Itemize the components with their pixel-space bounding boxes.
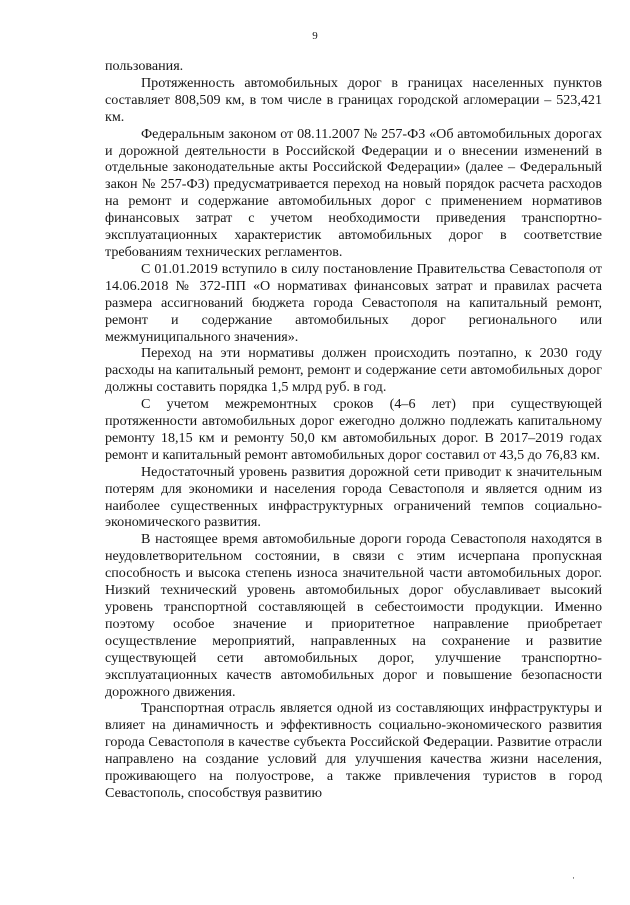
paragraph-transport-industry: Транспортная отрасль является одной из составляющих инфраструктуры и влияет на динамичность и эффективность социально-экономического развития города Севастополя в качестве субъекта Российской Федерации. Развитие отрасли направлено на создание условий для улучшения качества жизни населения, проживающего на полуострове, а также привлечения туристов в город Севастополь, способствуя развитию xyxy=(105,700,602,801)
paragraph-road-length: Протяженность автомобильных дорог в границах населенных пунктов составляет 808,509 км, в том числе в границах городской агломерации – 523,421 км. xyxy=(105,74,602,125)
paragraph-continuation: пользования. xyxy=(105,58,184,74)
scan-speck: · xyxy=(572,873,575,883)
paragraph-government-decree: С 01.01.2019 вступило в силу постановление Правительства Севастополя от 14.06.2018 № 372-ПП «О нормативах финансовых затрат и правилах расчета размера ассигнований бюджета города Севастополя на капитальный ремонт, ремонт и содержание автомобильных дорог регионального или межмуниципального значения». xyxy=(105,260,602,345)
paragraph-current-condition: В настоящее время автомобильные дороги города Севастополя находятся в неудовлетворительном состоянии, в связи с этим исчерпана пропускная способность и высока степень износа значительной части автомобильных дорог. Низкий технический уровень автомобильных дорог обуславливает высокий уровень транспортной составляющей в себестоимости продукции. Именно поэтому особое значение и приоритетное направление приобретает осуществление мероприятий, направленных на сохранение и развитие существующей сети автомобильных дорог, улучшение транспортно-эксплуатационных качеств автомобильных дорог и повышение безопасности дорожного движения. xyxy=(105,531,602,700)
page-number: 9 xyxy=(312,30,318,42)
paragraph-insufficient-network: Недостаточный уровень развития дорожной сети приводит к значительным потерям для экономики и населения города Севастополя и является одним из наиболее существенных инфраструктурных ограничений темпов социально-экономического развития. xyxy=(105,463,602,531)
paragraph-normatives-transition: Переход на эти нормативы должен происходить поэтапно, к 2030 году расходы на капитальный ремонт, ремонт и содержание сети автомобильных дорог должны составить порядка 1,5 млрд руб. в год. xyxy=(105,345,602,396)
paragraph-federal-law: Федеральным законом от 08.11.2007 № 257-ФЗ «Об автомобильных дорогах и дорожной деятельности в Российской Федерации и о внесении изменений в отдельные законодательные акты Российской Федерации» (далее – Федеральный закон № 257-ФЗ) предусматривается переход на новый порядок расчета расходов на ремонт и содержание автомобильных дорог с применением нормативов финансовых затрат с учетом необходимости приведения транспортно-эксплуатационных характеристик автомобильных дорог в соответствие требованиям технических регламентов. xyxy=(105,125,602,260)
document-body xyxy=(105,58,602,802)
paragraph-repair-terms: С учетом межремонтных сроков (4–6 лет) при существующей протяженности автомобильных дорог ежегодно должно подлежать капитальному ремонту 18,15 км и ремонту 50,0 км автомобильных дорог. В 2017–2019 годах ремонт и капитальный ремонт автомобильных дорог составил от 43,5 до 76,83 км. xyxy=(105,396,602,463)
